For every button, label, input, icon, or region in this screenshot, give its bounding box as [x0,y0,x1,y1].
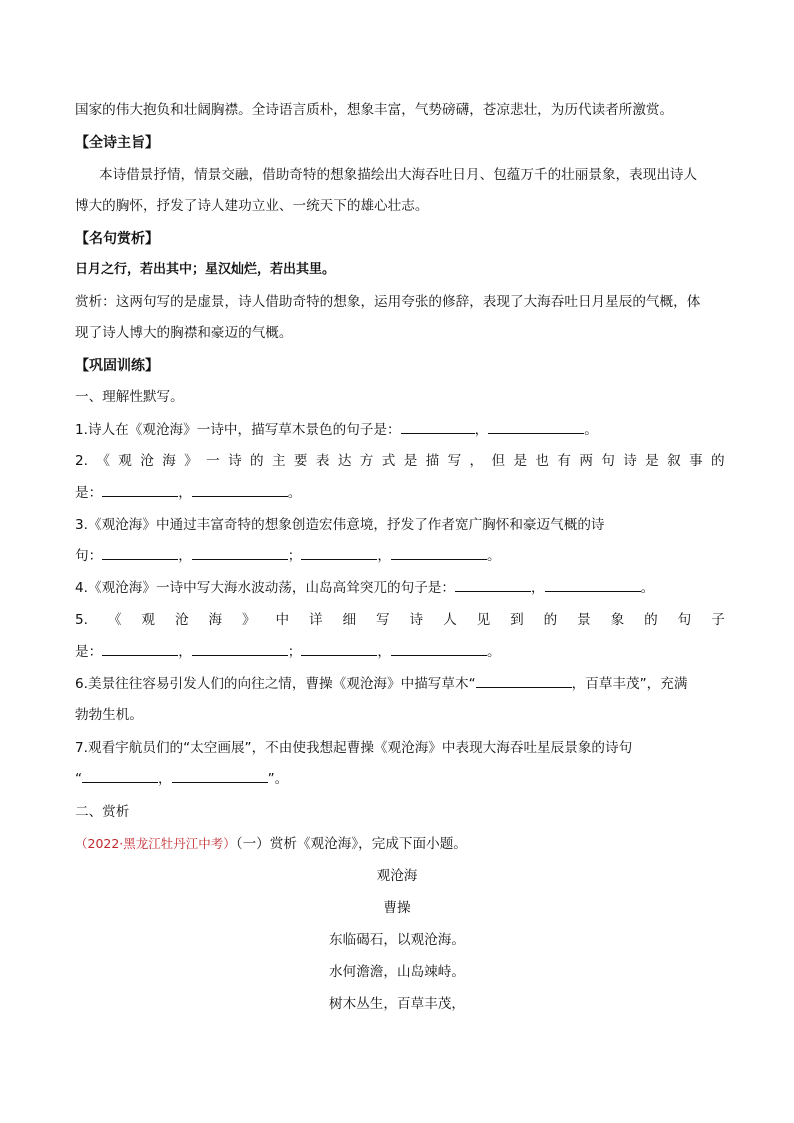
separator: ， [377,548,391,564]
question-5-line-2 [75,642,725,662]
part1-title: 一、理解性默写。 [75,389,184,405]
question-5-line-1 [75,610,725,630]
intro-line: 国家的伟大抱负和壮阔胸襟。全诗语言质朴，想象丰富，气势磅礴，苍凉悲壮，为历代读者所激赏。 [75,102,674,118]
answer-blank[interactable] [192,546,288,560]
answer-blank[interactable] [102,483,178,497]
q5-char: 诗 [409,612,424,628]
q5-char: 详 [309,612,323,628]
answer-blank[interactable] [172,769,268,783]
q1-prefix: 1.诗人在《观沧海》一诗中，描写草木景色的句子是： [75,422,401,438]
q2-char: 有 [557,453,571,469]
separator: ， [377,644,391,660]
q5-char: 景 [577,612,591,628]
answer-blank[interactable] [455,578,531,592]
q6-prefix: 6.美景往往容易引发人们的向往之情，曹操《观沧海》中描写草木“ [75,676,476,692]
q5-char: 人 [443,612,457,628]
open-quote: “ [75,771,83,787]
analysis-line-2: 现了诗人博大的胸襟和豪迈的气概。 [75,325,293,341]
q2-char: 但 [491,453,506,469]
q5-char: 中 [275,612,290,628]
end-mark: 。 [486,548,501,564]
q6-suffix: ，百草丰茂”，充满 [571,676,688,692]
q2-char: 是 [403,453,418,469]
q5-char: 观 [141,612,156,628]
part2-title: 二、赏析 [75,804,130,820]
part2-intro: （一）赏析《观沧海》，完成下面小题。 [235,836,467,852]
end-mark: 。 [287,485,302,501]
theme-line-1: 本诗借景抒情，情景交融，借助奇特的想象描绘出大海吞吐日月、包蕴万千的壮丽景象，表现出诗人 [99,167,698,183]
question-2-line-2 [75,483,725,503]
poem-line: 水何澹澹，山岛竦峙。 [329,964,465,980]
separator: ， [474,422,489,438]
q2-char: 达 [337,453,352,469]
q2-char: 事 [689,453,703,469]
question-7-line-2 [75,769,725,789]
heading-theme: 【全诗主旨】 [75,135,159,151]
q5-char: 5. [75,612,88,628]
answer-blank[interactable] [102,546,178,560]
q2-char: 的 [250,453,264,469]
poem-author: 曹操 [383,900,411,916]
q2-char: 诗 [228,453,242,469]
end-mark: ”。 [267,771,289,787]
q5-char: 海 [208,612,223,628]
q3-prefix: 句： [75,548,103,564]
answer-blank[interactable] [545,578,641,592]
q5-char: 象 [610,612,625,628]
separator: ， [178,644,192,660]
q2-char: 《 [96,453,110,469]
question-2-line-1 [75,451,725,471]
separator: ； [287,644,302,660]
q2-char: 海 [162,453,176,469]
q2-prefix: 是： [75,485,103,501]
answer-blank[interactable] [102,642,178,656]
poem-title: 观沧海 [376,868,418,884]
separator: ， [531,580,545,596]
q5-char: 见 [476,612,491,628]
question-1 [75,420,725,440]
separator: ， [158,771,172,787]
q2-char: 描 [425,453,440,469]
q5-char: 《 [107,612,122,628]
theme-line-2: 博大的胸怀，抒发了诗人建功立业、一统天下的雄心壮志。 [75,198,429,214]
answer-blank[interactable] [301,642,377,656]
question-3-line-2 [75,546,725,566]
q4-prefix: 4.《观沧海》一诗中写大海水波动荡，山岛高耸突兀的句子是： [75,580,455,596]
end-mark: 。 [584,422,598,438]
q2-char: 句 [601,453,615,469]
answer-blank[interactable] [192,483,288,497]
end-mark: 。 [486,644,501,660]
question-6-line-2: 勃勃生机。 [75,707,143,723]
heading-practice: 【巩固训练】 [75,358,159,374]
q5-char: 子 [711,612,725,628]
separator: ， [178,485,192,501]
q2-char: 要 [293,453,308,469]
question-6-line-1 [75,674,725,694]
q5-char: 的 [644,612,658,628]
q5-char: 句 [677,612,692,628]
question-7-line-1: 7.观看宇航员们的“太空画展”，不由使我想起曹操《观沧海》中表现大海吞吐星辰景象的诗句 [75,740,633,756]
q5-char: 细 [342,612,357,628]
part2-intro-line [75,834,725,854]
poem-line: 东临碣石，以观沧海。 [329,932,465,948]
q2-char: 是 [645,453,659,469]
source-tag: （2022·黑龙江牡丹江中考） [75,836,236,851]
q2-char: 两 [579,453,593,469]
famous-quote: 日月之行，若出其中；星汉灿烂，若出其里。 [75,262,336,277]
end-mark: 。 [640,580,655,596]
q5-char: 到 [510,612,524,628]
separator: ； [287,548,302,564]
answer-blank[interactable] [192,642,288,656]
q2-char: 主 [271,453,286,469]
answer-blank[interactable] [488,420,584,434]
answer-blank[interactable] [391,546,487,560]
q5-char: 的 [543,612,558,628]
q2-char: ， [469,453,484,469]
answer-blank[interactable] [301,546,377,560]
answer-blank[interactable] [476,674,572,688]
answer-blank[interactable] [401,420,475,434]
question-4 [75,578,725,598]
q2-char: 观 [118,453,132,469]
heading-quote: 【名句赏析】 [75,231,159,247]
q2-char: 方 [359,453,374,469]
poem-line: 树木丛生，百草丰茂， [329,996,465,1012]
q2-char: 也 [535,453,549,469]
q2-char: 式 [381,453,396,469]
question-3-line-1: 3.《观沧海》中通过丰富奇特的想象创造宏伟意境，抒发了作者宽广胸怀和豪迈气概的诗 [75,517,605,533]
q5-prefix: 是： [75,644,103,660]
q5-char: 沧 [174,612,189,628]
q2-char: 诗 [623,453,637,469]
q5-char: 写 [376,612,390,628]
q2-char: 写 [447,453,462,469]
answer-blank[interactable] [82,769,158,783]
q2-char: 沧 [140,453,154,469]
separator: ， [178,548,192,564]
q2-char: 叙 [667,453,681,469]
q2-char: 表 [315,453,330,469]
q2-char: 是 [513,453,528,469]
q2-char: 一 [206,453,220,469]
q2-char: 2. [75,453,88,469]
q2-char: 的 [711,453,725,469]
q2-char: 》 [184,453,198,469]
analysis-line-1: 赏析：这两句写的是虚景，诗人借助奇特的想象，运用夸张的修辞，表现了大海吞吐日月星辰的气概，体 [75,294,701,310]
answer-blank[interactable] [391,642,487,656]
q5-char: 》 [241,612,256,628]
